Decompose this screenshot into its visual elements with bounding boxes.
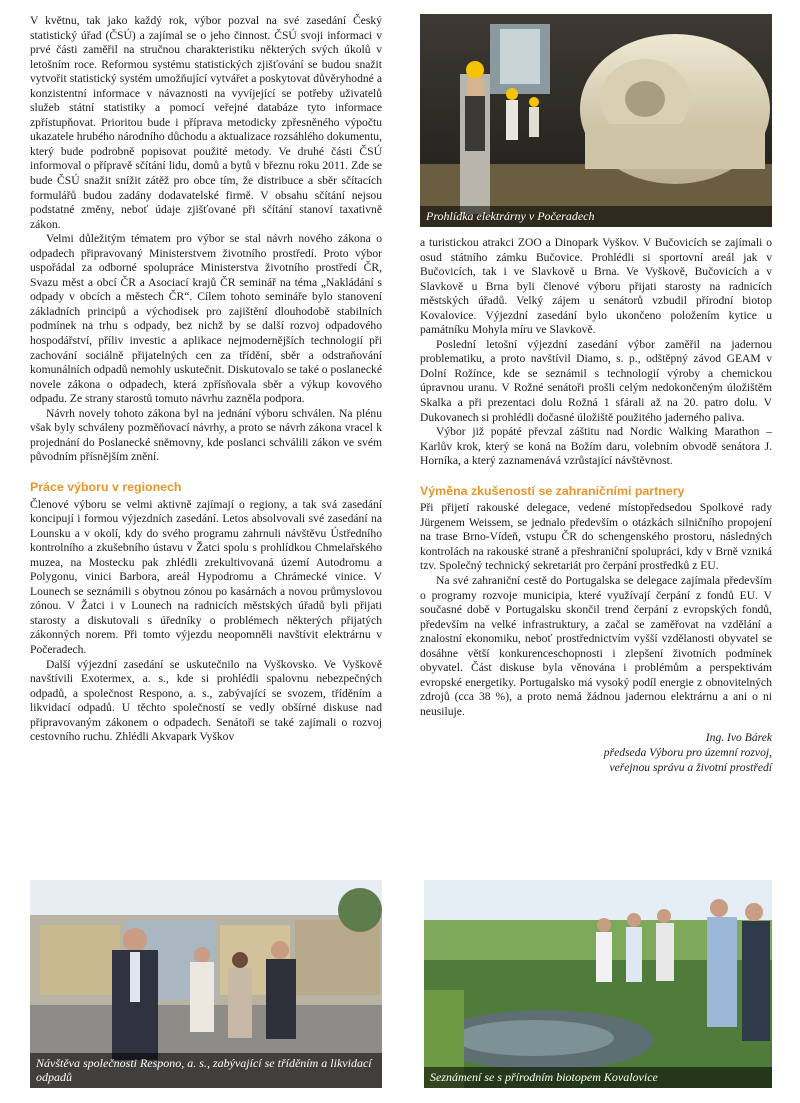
paragraph-nuclear: Poslední letošní výjezdní zasedání výbor zaměřil na jadernou problematiku, a proto navštívil Diamo, s. p., odštěpný závod GEAM v Dolní Rožínce, kde se seznámil s technologií výroby a chemickou úpravnou uranu. V Rožné senátoři prošli celým nedokončeným úložištěm Skalka a při prezentaci dolu Rožná 1 sfárali až na 20. patro dolu. V Dukovanech si prohlédli dočasné úložiště použitého jaderného paliva. xyxy=(420,337,772,424)
respono-photo xyxy=(30,880,382,1088)
heading-partners: Výměna zkušeností se zahraničními partnery xyxy=(420,483,685,498)
heading-regions: Práce výboru v regionech xyxy=(30,479,182,494)
signature-name: Ing. Ivo Bárek xyxy=(705,730,772,744)
biotope-caption: Seznámení se s přírodním biotopem Kovalovice xyxy=(424,1067,772,1088)
right-column xyxy=(420,236,772,775)
paragraph-law-amendment: Návrh novely tohoto zákona byl na jednání výboru schválen. Na plénu však byly schváleny pozměňovací návrhy, a proto se návrh zákona vracel k projednání do Poslanecké sněmovny, kde poslanci schválili zákon ve svém původním přísnějším znění. xyxy=(30,406,382,464)
biotope-image xyxy=(424,880,772,1088)
paragraph-waste-law: Velmi důležitým tématem pro výbor se stal návrh nového zákona o odpadech připravovaný Ministerstvem životního prostředí. Proto výbor uspořádal za odborné spolupráce Ministerstva životního prostředí ČR, Svazu měst a obcí ČR a Asociací krajů ČR seminář na téma „Nakládání s odpady v obcích a městech ČR“. Cílem tohoto semináře bylo stanovení základních principů a východisek pro zajištění dlouhodobě stabilních podmínek na trhu s odpady, bez nichž by se další rozvoj odpadového hospodářství, příliv investic a aplikace nejmodernějších technologií při zachování sociálně přijatelných cen za třídění, sběr a odstraňování komunálních odpadů nemohly uskutečnit. Diskutovalo se také o poslanecké novele zákona o odpadech, která zpřísňovala sběr a výkup kovového odpadu. Ze strany starostů tomuto návrhu zazněla podpora. xyxy=(30,232,382,406)
paragraph-austria: Při přijetí rakouské delegace, vedené místopředsedou Spolkové rady Jürgenem Weissem, se jednalo především o otázkách silničního propojení na trase Brno-Vídeň, vstupu ČR do schengenského prostoru, následných kontrolách na rakouské straně a přeshraniční spolupráci, kdy v Brně vzniká tzv. Společný technický sekretariát pro čerpání prostředků z EU. xyxy=(420,501,772,573)
paragraph-csu: V květnu, tak jako každý rok, výbor pozval na své zasedání Český statistický úřad (ČSÚ) a zajímal se o jeho činnost. ČSÚ svoji informaci v prvé části zaměřil na stručnou charakteristiku některých svých úkolů v letošním roce. Reformou systému statistických zjišťování se budou snažit vytvořit statistický systém umožňující vytvářet a poskytovat důvěryhodné a konzistentní informace v návaznosti na vyvíjející se potřeby uživatelů služeb státní statistiky a pomocí veřejné databáze tyto informace zpřístupňovat. Prioritou bude i příprava metodicky zpřesněného výpočtu ukazatele hrubého národního důchodu a aktualizace rozsáhlého dokumentu, který bude podrobně popisovat použité metody. Ve druhé části ČSÚ informoval o přípravě sčítání lidu, domů a bytů v březnu roku 2011. Zde se bude ČSÚ snažit snížit zátěž pro obce tím, že distribuce a sběr sčítacích formulářů budou zadány dodavatelské firmě. V obsahu sčítání nejsou podstatné změny, neboť údaje zjišťované při sčítání stanoví taxativně zákon. xyxy=(30,14,382,231)
power-plant-photo xyxy=(420,14,772,227)
paragraph-bucovice: a turistickou atrakci ZOO a Dinopark Vyškov. V Bučovicích se zajímali o osud státního zámku Bučovice. Prohlédli si sportovní areál jak v Bučovicích, tak i ve Slavkově u Brna. Ve Vyškově, Bučovicích a v Slavkově u Brna byli členové výboru přijati starosty na radnicích městských úřadů. Velký zájem u senátorů vzbudil přírodní biotop Kovalovice. Výjezdní zasedání bylo ukončeno položením kytice u památníku Mohyla míru ve Slavkově. xyxy=(420,236,772,337)
signature-role-1: předseda Výboru pro územní rozvoj, xyxy=(603,745,772,759)
power-plant-image xyxy=(420,14,772,227)
paragraph-regions-louny: Členové výboru se velmi aktivně zajímají o regiony, a tak svá zasedání koncipují i formou výjezdních zasedání. Letos absolvovali své zasedání na Lounsku a v okolí, kdy do svého programu zahrnuli návštěvu Ústředního kontrolního a zkušebního ústavu v Žatci spolu s prohlídkou Chmelařského muzea, na Mostecku pak zhlédli zrekultivovaná území Autodromu a Polygonu, vinici Barbora, areál Hypodromu a Chrámecké vinice. V Lounech se seznámili s obytnou zónou po kasárnách a novou průmyslovou zónou. V Žatci i v Lounech na radnicích městských úřadů byli přijati starosty a diskutovali s úředníky o problémech některých přijatých zákonných norem. Při tomto výjezdu neopomněli navštívit elektrárnu v Počeradech. xyxy=(30,497,382,656)
signature xyxy=(420,730,772,775)
power-plant-caption: Prohlídka elektrárny v Počeradech xyxy=(420,206,772,227)
paragraph-regions-vyskov: Další výjezdní zasedání se uskutečnilo na Vyškovsko. Ve Vyškově navštívili Exotermex, a. s., kde si prohlédli spalovnu nebezpečných odpadů, a společnost Respono, a. s., zabývající se svozem, tříděním a likvidací odpadů. U těchto společností se vedly obšírné diskuse nad připravovaným zákonem o odpadech. Senátoři se také zajímali o rozvoj cestovního ruchu. Zhlédli Akvapark Vyškov xyxy=(30,657,382,744)
paragraph-portugal: Na své zahraniční cestě do Portugalska se delegace zajímala především o programy rozvoje municipia, které využívají čerpání z fondů EU. V současné době v Portugalsku skončil trend čerpání z evropských fondů, především na velké infrastruktury, a začal se zaměřovat na vzdělání a znalostní ekonomiku, neboť prostřednictvím vyšší vzdělanosti obyvatel se dosáhne větší konkurenceschopnosti i zlepšení životních podmínek obyvatel. Část diskuse byla věnována i problémům a perspektivám evropské energetiky. Portugalsko má vysoký podíl energie z obnovitelných zdrojů (cca 38 %), a proto nemá žádnou jadernou elektrárnu a ani o ni neusiluje. xyxy=(420,574,772,718)
respono-caption: Návštěva společnosti Respono, a. s., zabývající se tříděním a likvidací odpadů xyxy=(30,1053,382,1088)
biotope-photo xyxy=(424,880,772,1088)
paragraph-nordic-walking: Výbor již popáté převzal záštitu nad Nordic Walking Marathon – Karlův krok, který se koná na Božím daru, volebním obvodě senátora J. Horníka, a který zaznamenává vzrůstající návštěvnost. xyxy=(420,425,772,468)
signature-role-2: veřejnou správu a životní prostředí xyxy=(609,760,772,774)
left-column xyxy=(30,14,382,745)
